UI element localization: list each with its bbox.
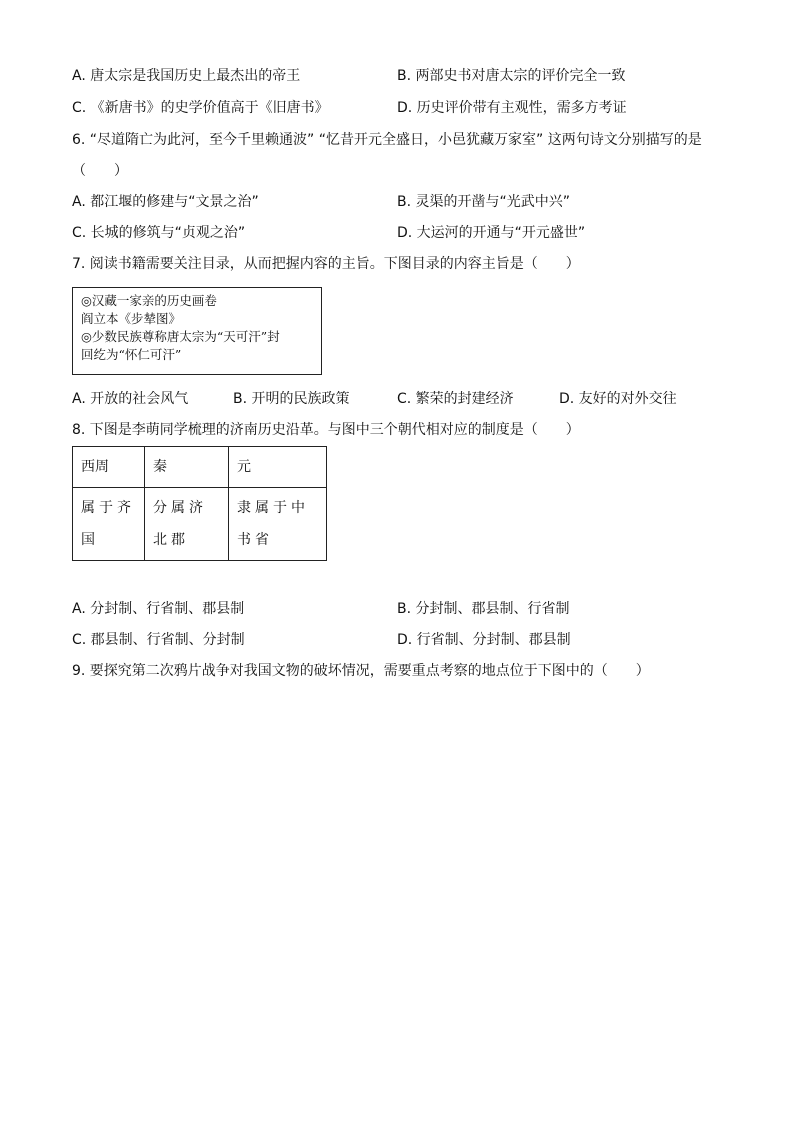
toc-line: 阎立本《步辇图》: [81, 311, 182, 326]
table-header-cell: 元: [229, 447, 327, 488]
table-cell: 分属济北郡: [145, 488, 229, 561]
q5-option-a: A. 唐太宗是我国历史上最杰出的帝王: [72, 68, 301, 84]
q7-stem: 7. 阅读书籍需要关注目录，从而把握内容的主旨。下图目录的内容主旨是（ ）: [72, 256, 580, 272]
table-header-row: [73, 447, 327, 488]
q7-option-d: D. 友好的对外交往: [559, 391, 677, 407]
q8-option-c: C. 郡县制、行省制、分封制: [72, 632, 245, 648]
table-cell: 属于齐国: [73, 488, 145, 561]
q5-option-d: D. 历史评价带有主观性，需多方考证: [397, 100, 627, 116]
table-header-cell: 秦: [145, 447, 229, 488]
q5-option-b: B. 两部史书对唐太宗的评价完全一致: [397, 68, 626, 84]
q7-option-c: C. 繁荣的封建经济: [397, 391, 514, 407]
q6-answer-blank: （ ）: [72, 163, 128, 179]
q7-option-b: B. 开明的民族政策: [233, 391, 350, 407]
q7-option-a: A. 开放的社会风气: [72, 391, 189, 407]
q6-option-a: A. 都江堰的修建与“文景之治”: [72, 194, 259, 210]
q6-stem: 6. “尽道隋亡为此河，至今千里赖通波” “忆昔开元全盛日，小邑犹藏万家室” 这两句诗文分别描写的是: [72, 132, 702, 148]
table-row: [73, 488, 327, 561]
q6-option-b: B. 灵渠的开凿与“光武中兴”: [397, 194, 571, 210]
q8-stem: 8. 下图是李萌同学梳理的济南历史沿革。与图中三个朝代相对应的制度是（ ）: [72, 422, 580, 438]
q8-option-b: B. 分封制、郡县制、行省制: [397, 601, 570, 617]
q8-option-a: A. 分封制、行省制、郡县制: [72, 601, 245, 617]
q9-stem: 9. 要探究第二次鸦片战争对我国文物的破坏情况，需要重点考察的地点位于下图中的（ ）: [72, 663, 650, 679]
q6-option-c: C. 长城的修筑与“贞观之治”: [72, 225, 246, 241]
jinan-history-table: [72, 446, 327, 561]
table-header-cell: 西周: [73, 447, 145, 488]
q7-table-of-contents-box: [72, 287, 322, 375]
toc-line: ◎少数民族尊称唐太宗为“天可汗”封: [81, 329, 280, 344]
q8-option-d: D. 行省制、分封制、郡县制: [397, 632, 571, 648]
q6-option-d: D. 大运河的开通与“开元盛世”: [397, 225, 586, 241]
table-cell: 隶属于中书省: [229, 488, 327, 561]
q5-option-c: C. 《新唐书》的史学价值高于《旧唐书》: [72, 100, 329, 116]
toc-line: 回纥为“怀仁可汗”: [81, 347, 182, 362]
toc-line: ◎汉藏一家亲的历史画卷: [81, 293, 217, 308]
